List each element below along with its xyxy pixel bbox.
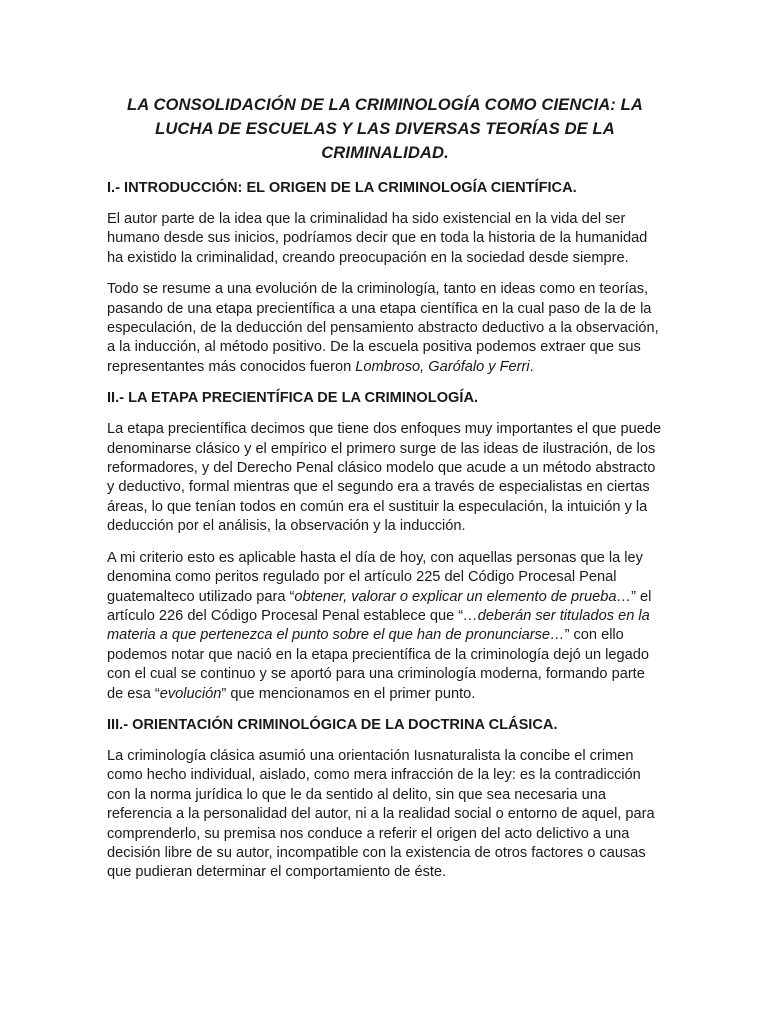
document-title: LA CONSOLIDACIÓN DE LA CRIMINOLOGÍA COMO CIENCIA: LA LUCHA DE ESCUELAS Y LAS DIVERSAS TEORÍAS DE LA CRIMINALIDAD.	[127, 95, 643, 162]
section-heading-etapa-precientifica: II.- LA ETAPA PRECIENTÍFICA DE LA CRIMINOLOGÍA.	[107, 390, 479, 407]
italic-quote: obtener, valorar o explicar un elemento de prueba…	[294, 588, 632, 605]
paragraph-text: ” el artículo 226 del Código Procesal Penal establece que “	[107, 588, 652, 624]
paragraph	[107, 280, 663, 377]
italic-quote: …deberán ser titulados en la materia a que pertenezca el punto sobre el que han de pronunciarse…	[107, 607, 650, 644]
paragraph-text: Todo se resume a una evolución de la criminología, tanto en ideas como en teorías, pasando de una etapa precientífica a una etapa científica en la cual paso de la de la especulación, de la deducción del pensamiento abstracto deductivo a la observación, a la inducción, al método positivo. De la escuela positiva podemos extraer que sus representantes más conocidos fueron	[107, 281, 659, 375]
paragraph: La etapa precientífica decimos que tiene dos enfoques muy importantes el que puede denominarse clásico y el empírico el primero surge de las ideas de ilustración, de los reformadores, y del Derecho Penal clásico modelo que acude a un método abstracto y deductivo, formal mientras que el segundo era a través de especialistas en ciertas áreas, lo que tenían todos en común era el sustituir la especulación, la intuición y la deducción por el análisis, la observación y la inducción.	[107, 421, 662, 535]
italic-quote: evolución	[159, 685, 222, 702]
italic-authors: Lombroso, Garófalo y Ferri	[355, 358, 530, 375]
section-heading-introduccion: I.- INTRODUCCIÓN: EL ORIGEN DE LA CRIMINOLOGÍA CIENTÍFICA.	[107, 180, 577, 196]
paragraph: La criminología clásica asumió una orientación Iusnaturalista la concibe el crimen como hecho individual, aislado, como mera infracción de la ley: es la contradicción con la norma jurídica lo que le da sentido al delito, sin que sea necesaria una referencia a la personalidad del autor, ni a la realidad social o entorno de aquel, para comprenderlo, su premisa nos conduce a referir el origen del acto delictivo a una decisión libre de su autor, incompatible con la existencia de otros factores o causas que pudieran determinar el comportamiento de éste.	[107, 747, 655, 881]
document-page	[107, 93, 663, 895]
paragraph-text: A mi criterio esto es aplicable hasta el día de hoy, con aquellas personas que la ley denomina como peritos regulado por el artículo 225 del Código Procesal Penal guatemalteco utilizado para “	[107, 549, 643, 605]
section-heading-doctrina-clasica: III.- ORIENTACIÓN CRIMINOLÓGICA DE LA DOCTRINA CLÁSICA.	[107, 716, 558, 733]
paragraph-text: .	[529, 358, 534, 375]
paragraph-text: ” con ello podemos notar que nació en la etapa precientífica de la criminología dejó un legado con el cual se continuo y se aportó para una criminología moderna, formando parte de esa “	[107, 627, 649, 702]
paragraph: El autor parte de la idea que la criminalidad ha sido existencial en la vida del ser humano desde sus inicios, podríamos decir que en toda la historia de la humanidad ha existido la criminalidad, creando preocupación en la sociedad desde siempre.	[107, 211, 648, 266]
paragraph-text: ” que mencionamos en el primer punto.	[221, 685, 476, 702]
paragraph	[107, 549, 663, 704]
